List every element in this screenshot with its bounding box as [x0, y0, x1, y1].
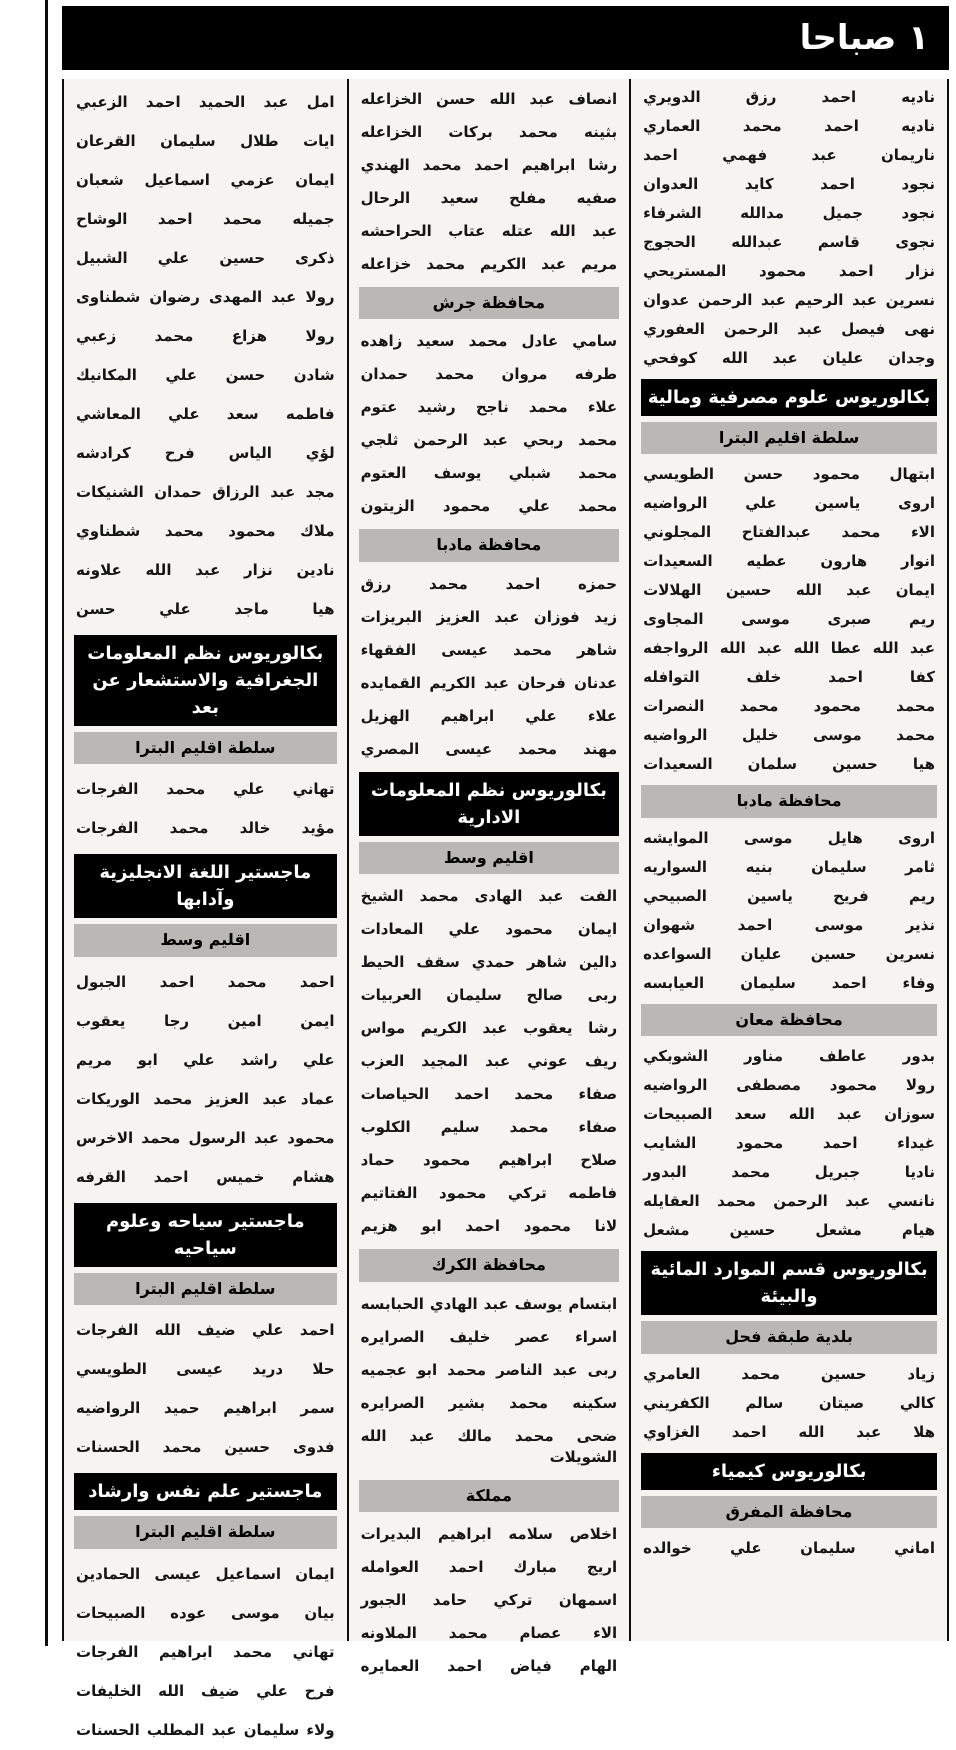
- page-content: [62, 6, 949, 1739]
- name-entry: ذكرى حسين علي الشبيل: [76, 249, 335, 267]
- name-entry: علاء محمد ناجح رشيد عتوم: [360, 398, 618, 417]
- name-entry: عدنان فرحان عبد الكريم القمايده: [360, 673, 618, 692]
- name-entry: ريم فريح ياسين الصبيحي: [643, 886, 935, 905]
- name-entry: ملاك محمود محمد شطناوي: [76, 522, 335, 540]
- name-entry: مريم عبد الكريم محمد خزاعله: [360, 255, 618, 273]
- name-entry: نجود جميل مدالله الشرفاء: [643, 204, 935, 222]
- name-entry: زيد فوزان عبد العزيز البريزات: [360, 607, 618, 626]
- name-entry: سكينه محمد بشير الصرايره: [360, 1393, 618, 1412]
- region-header: سلطة اقليم البترا: [74, 1273, 337, 1305]
- name-entry: انوار هارون عطيه السعيدات: [643, 552, 935, 571]
- name-entry: نادين نزار عبد الله علاونه: [76, 561, 335, 579]
- name-entry: محمد شبلي يوسف العتوم: [360, 464, 618, 483]
- banner-title: ١ صباحا: [799, 18, 929, 58]
- name-entry: فدوى حسين محمد الحسنات: [76, 1438, 335, 1457]
- name-entry: صفاء محمد سليم الكلوب: [360, 1118, 618, 1137]
- name-entry: ضحى محمد مالك عبد الله الشويلات: [360, 1426, 618, 1466]
- name-entry: لانا محمود احمد ابو هزيم: [360, 1217, 618, 1236]
- name-entry: لؤي الياس فرح كرادشه: [76, 444, 335, 462]
- name-entry: مهند محمد عيسى المصري: [360, 739, 618, 758]
- name-entry: اماني سليمان علي خوالده: [643, 1538, 935, 1557]
- name-entry: محمد ربحي عبد الرحمن ثلجي: [360, 431, 618, 450]
- region-header: محافظة معان: [641, 1004, 937, 1036]
- degree-header: ماجستير سياحه وعلوم سياحيه: [74, 1203, 337, 1267]
- name-entry: صلاح ابراهيم محمود حماد: [360, 1151, 618, 1170]
- degree-header: ماجستير اللغة الانجليزية وآدابها: [74, 854, 337, 918]
- region-header: بلدية طبقة فحل: [641, 1321, 937, 1353]
- name-entry: حلا دريد عيسى الطويسي: [76, 1360, 335, 1379]
- name-entry: محمد موسى خليل الرواضيه: [643, 726, 935, 745]
- name-entry: اروى هايل موسى الموايشه: [643, 828, 935, 847]
- name-entry: فاطمه تركي محمود الفتاتيم: [360, 1184, 618, 1203]
- name-entry: اخلاص سلامه ابراهيم البديرات: [360, 1524, 618, 1543]
- degree-header: بكالوريوس قسم الموارد المائية والبيئة: [641, 1251, 937, 1315]
- name-entry: حمزه احمد محمد رزق: [360, 574, 618, 593]
- name-entry: انصاف عبد الله حسن الخزاعله: [360, 90, 618, 108]
- name-entry: ايمان اسماعيل عيسى الحمادين: [76, 1564, 335, 1583]
- name-entry: ولاء سليمان عبد المطلب الحسنات: [76, 1720, 335, 1739]
- page-edge-line: [45, 0, 48, 1646]
- name-entry: الاء عصام محمد الملاونه: [360, 1623, 618, 1642]
- name-entry: ايمان محمود علي المعادات: [360, 920, 618, 939]
- name-entry: بيان موسى عوده الصبيحات: [76, 1603, 335, 1622]
- name-entry: دالين شاهر حمدي سقف الحيط: [360, 953, 618, 972]
- name-entry: صفيه مفلح سعيد الرحال: [360, 189, 618, 207]
- name-entry: رشا ابراهيم احمد محمد الهندي: [360, 156, 618, 174]
- name-entry: رولا هزاع محمد زعبي: [76, 327, 335, 345]
- name-entry: شادن حسن علي المكانيك: [76, 366, 335, 384]
- name-entry: ايمان عزمي اسماعيل شعبان: [76, 171, 335, 189]
- name-entry: فاطمه سعد علي المعاشي: [76, 405, 335, 423]
- name-entry: جميله محمد احمد الوشاح: [76, 210, 335, 228]
- degree-header: بكالوريوس علوم مصرفية ومالية: [641, 379, 937, 416]
- name-entry: عبد الله عتله عتاب الحراحشه: [360, 222, 618, 240]
- region-header: محافظة مادبا: [641, 785, 937, 817]
- name-entry: ناديه احمد محمد العماري: [643, 117, 935, 135]
- name-entry: احمد علي ضيف الله الفرجات: [76, 1321, 335, 1340]
- name-entry: ريم صبرى موسى المجاوى: [643, 610, 935, 629]
- name-entry: عماد عبد العزيز محمد الوريكات: [76, 1089, 335, 1108]
- name-entry: هيا ماجد علي حسن: [76, 600, 335, 618]
- name-entry: اروى ياسين علي الرواضيه: [643, 494, 935, 513]
- name-entry: هلا عبد الله احمد الغزاوي: [643, 1422, 935, 1441]
- region-header: مملكة: [359, 1480, 620, 1512]
- region-header: محافظة مادبا: [359, 529, 620, 561]
- name-entry: فرح علي ضيف الله الخليفات: [76, 1681, 335, 1700]
- name-entry: الاء محمد عبدالفتاح المجلوني: [643, 523, 935, 542]
- name-columns: [62, 79, 949, 1739]
- name-entry: تهاني علي محمد الفرجات: [76, 780, 335, 799]
- name-entry: اريج مبارك احمد العوامله: [360, 1557, 618, 1576]
- degree-header: بكالوريوس نظم المعلومات الادارية: [359, 772, 620, 836]
- column-left: [64, 79, 347, 1739]
- degree-header: بكالوريوس كيمياء: [641, 1453, 937, 1490]
- region-header: محافظة الكرك: [359, 1249, 620, 1281]
- name-entry: ايات طلال سليمان القرعان: [76, 132, 335, 150]
- name-entry: رولا عبد المهدى رضوان شطناوى: [76, 288, 335, 306]
- name-entry: بثينه محمد بركات الخزاعله: [360, 123, 618, 141]
- name-entry: محمد علي محمود الزيتون: [360, 497, 618, 516]
- name-entry: هيام مشعل حسين مشعل: [643, 1221, 935, 1240]
- name-entry: غيداء احمد محمود الشايب: [643, 1134, 935, 1153]
- name-entry: هشام خميس احمد القرفه: [76, 1167, 335, 1186]
- name-entry: وجدان عليان عبد الله كوفحي: [643, 349, 935, 367]
- name-entry: رشا يعقوب عبد الكريم مواس: [360, 1019, 618, 1038]
- name-entry: ناديه احمد رزق الدويري: [643, 88, 935, 106]
- region-header: سلطة اقليم البترا: [641, 422, 937, 454]
- name-entry: علي راشد علي ابو مريم: [76, 1050, 335, 1069]
- name-entry: هيا حسين سلمان السعيدات: [643, 755, 935, 774]
- name-entry: نانسي عبد الرحمن محمد العقايله: [643, 1192, 935, 1211]
- name-entry: نجود احمد كايد العدوان: [643, 175, 935, 193]
- column-right: [629, 79, 947, 1641]
- name-entry: نجوى قاسم عبدالله الحجوج: [643, 233, 935, 251]
- name-entry: محمد محمود محمد النصرات: [643, 697, 935, 716]
- degree-header: ماجستير علم نفس وارشاد: [74, 1473, 337, 1510]
- name-entry: ايمن امين رجا يعقوب: [76, 1011, 335, 1030]
- region-header: محافظة جرش: [359, 287, 620, 319]
- name-entry: الهام فياض احمد العمايره: [360, 1656, 618, 1675]
- name-entry: نسرين حسين عليان السواعده: [643, 944, 935, 963]
- name-entry: ريف عوني عبد المجيد العزب: [360, 1052, 618, 1071]
- name-entry: مجد عبد الرزاق حمدان الشنيكات: [76, 483, 335, 501]
- name-entry: بدور عاطف مناور الشوبكي: [643, 1047, 935, 1066]
- region-header: محافظة المفرق: [641, 1496, 937, 1528]
- name-entry: صفاء محمد احمد الحياصات: [360, 1085, 618, 1104]
- name-entry: علاء علي ابراهيم الهزيل: [360, 706, 618, 725]
- name-entry: ناديا جبريل محمد البدور: [643, 1163, 935, 1182]
- name-entry: ايمان عبد الله حسين الهلالات: [643, 581, 935, 600]
- name-entry: عبد الله عطا الله عبد الله الرواجفه: [643, 639, 935, 658]
- name-entry: نزار احمد محمود المستريحي: [643, 262, 935, 280]
- name-entry: وفاء احمد سليمان العيابسه: [643, 973, 935, 992]
- name-entry: اسمهان تركي حامد الجبور: [360, 1590, 618, 1609]
- name-entry: احمد محمد احمد الجبول: [76, 972, 335, 991]
- name-entry: الفت عبد الهادى محمد الشيخ: [360, 887, 618, 906]
- name-entry: تهاني محمد ابراهيم الفرجات: [76, 1642, 335, 1661]
- name-entry: رولا محمود مصطفى الرواضيه: [643, 1076, 935, 1095]
- name-entry: كالي صيتان سالم الكفريني: [643, 1393, 935, 1412]
- name-entry: شاهر محمد عيسى الفقهاء: [360, 640, 618, 659]
- degree-header: بكالوريوس نظم المعلومات الجغرافية والاستشعار عن بعد: [74, 635, 337, 726]
- region-header: سلطة اقليم البترا: [74, 1516, 337, 1548]
- name-entry: محمود عبد الرسول محمد الاخرس: [76, 1128, 335, 1147]
- name-entry: ابتسام يوسف عبد الهادي الحبابسه: [360, 1294, 618, 1313]
- name-entry: زياد حسين محمد العامري: [643, 1364, 935, 1383]
- region-header: اقليم وسط: [74, 924, 337, 956]
- name-entry: نهى فيصل عبد الرحمن العفوري: [643, 320, 935, 338]
- name-entry: طرفه مروان محمد حمدان: [360, 365, 618, 384]
- name-entry: مؤيد خالد محمد الفرجات: [76, 819, 335, 838]
- name-entry: ثامر سليمان بنيه السواريه: [643, 857, 935, 876]
- region-header: سلطة اقليم البترا: [74, 732, 337, 764]
- name-entry: سامي عادل محمد سعيد زاهده: [360, 332, 618, 351]
- name-entry: ابتهال محمود حسن الطويسي: [643, 465, 935, 484]
- name-entry: اسراء عصر خليف الصرايره: [360, 1327, 618, 1346]
- column-middle: [347, 79, 630, 1675]
- name-entry: كفا احمد خلف التوافله: [643, 668, 935, 687]
- name-entry: امل عبد الحميد احمد الزعبي: [76, 93, 335, 111]
- name-entry: ربى عبد الناصر محمد ابو عجميه: [360, 1360, 618, 1379]
- page-banner: [62, 6, 949, 70]
- name-entry: ناريمان عبد فهمي احمد: [643, 146, 935, 164]
- region-header: اقليم وسط: [359, 842, 620, 874]
- name-entry: نذير موسى احمد شهوان: [643, 915, 935, 934]
- name-entry: نسرين عبد الرحيم عبد الرحمن عدوان: [643, 291, 935, 309]
- name-entry: ربى صالح سليمان العربيات: [360, 986, 618, 1005]
- name-entry: سوزان عبد الله سعد الصبيحات: [643, 1105, 935, 1124]
- name-entry: سمر ابراهيم حميد الرواضيه: [76, 1399, 335, 1418]
